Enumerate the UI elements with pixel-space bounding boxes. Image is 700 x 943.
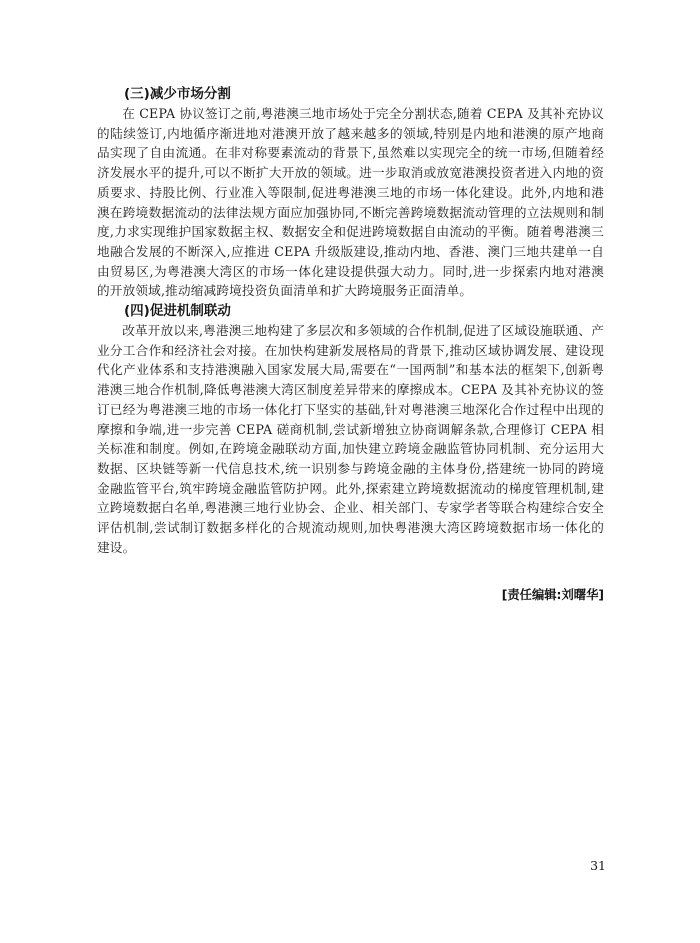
section-4-heading: (四)促进机制联动 [124,303,231,320]
page-body [97,84,604,603]
section-3-heading: (三)减少市场分割 [124,86,231,102]
section-4-paragraph: 改革开放以来,粤港澳三地构建了多层次和多领域的合作机制,促进了区域设施联通、产业分工合作和经济社会对接。在加快构建新发展格局的背景下,推动区域协调发展、建设现代化产业体系和支持港澳融入国家发展大局,需要在“一国两制”和基本法的框架下,创新粤港澳三地合作机制,降低粤港澳大湾区制度差异带来的摩擦成本。CEPA 及其补充协议的签订已经为粤港澳三地的市场一体化打下坚实的基础,针对粤港澳三地深化合作过程中出现的摩擦和争端,进一步完善 CEPA 磋商机制,尝试新增独立协商调解条款,合理修订 CEPA 相关标准和制度。例如,在跨境金融联动方面,加快建立跨境金融监管协同机制、充分运用大数据、区块链等新一代信息技术,统一识别参与跨境金融的主体身份,搭建统一协同的跨境金融监管平台,筑牢跨境金融监管防护网。此外,探索建立跨境数据流动的梯度管理机制,建立跨境数据白名单,粤港澳三地行业协会、企业、相关部门、专家学者等联合构建综合安全评估机制,尝试制订数据多样化的合规流动规则,加快粤港澳大湾区跨境数据市场一体化的建设。 [97,323,604,555]
section-3-paragraph: 在 CEPA 协议签订之前,粤港澳三地市场处于完全分割状态,随着 CEPA 及其补充协议的陆续签订,内地循序渐进地对港澳开放了越来越多的领域,特别是内地和港澳的原产地商品实现了自由流通。在非对称要素流动的背景下,虽然难以实现完全的统一市场,但随着经济发展水平的提升,可以不断扩大开放的领域。进一步取消或放宽港澳投资者进入内地的资质要求、持股比例、行业准入等限制,促进粤港澳三地的市场一体化建设。此外,内地和港澳在跨境数据流动的法律法规方面应加强协同,不断完善跨境数据流动管理的立法规则和制度,力求实现维护国家数据主权、数据安全和促进跨境数据自由流动的平衡。随着粤港澳三地融合发展的不断深入,应推进 CEPA 升级版建设,推动内地、香港、澳门三地共建单一自由贸易区,为粤港澳大湾区的市场一体化建设提供强大动力。同时,进一步探索内地对港澳的开放领域,推动缩减跨境投资负面清单和扩大跨境服务正面清单。 [97,106,604,299]
editor-credit: [责任编辑:刘曙华] [501,588,604,603]
page-number: 31 [590,858,606,873]
